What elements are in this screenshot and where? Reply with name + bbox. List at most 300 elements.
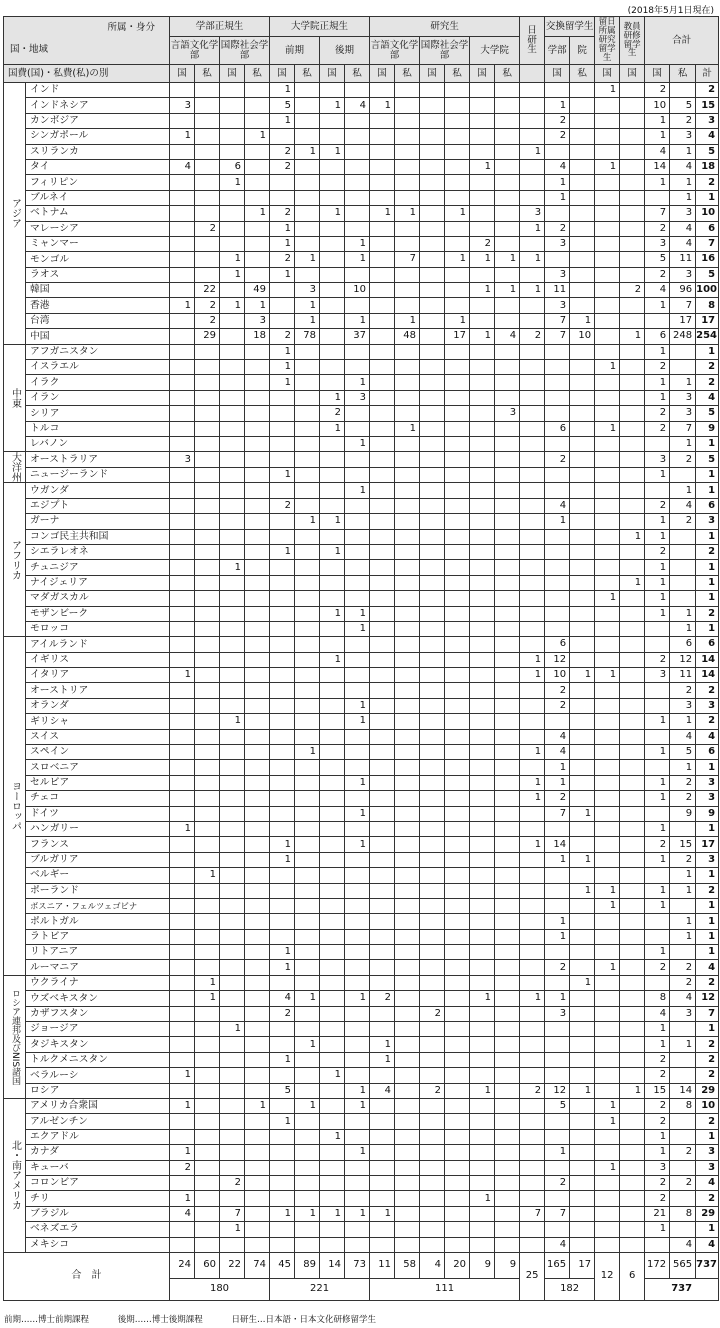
count-cell: 2: [645, 267, 670, 282]
count-cell: [645, 868, 670, 883]
count-cell: [395, 1175, 420, 1190]
count-cell: [570, 914, 595, 929]
count-cell: [495, 745, 520, 760]
count-cell: [170, 144, 195, 159]
count-cell: 4: [545, 729, 570, 744]
count-cell: [395, 637, 420, 652]
count-cell: [270, 683, 295, 698]
count-cell: [595, 298, 620, 313]
count-cell: [170, 467, 195, 483]
count-cell: [595, 975, 620, 990]
count-cell: [370, 683, 395, 698]
count-cell: [370, 1191, 395, 1206]
count-cell: 3: [670, 698, 696, 713]
count-cell: [470, 652, 495, 667]
country-name: メキシコ: [26, 1237, 170, 1252]
row-total: 16: [696, 252, 719, 267]
count-cell: [395, 283, 420, 298]
count-cell: [370, 129, 395, 144]
count-cell: [420, 575, 445, 590]
count-cell: [170, 83, 195, 98]
count-cell: [670, 1022, 696, 1037]
count-cell: [170, 1175, 195, 1190]
count-cell: [595, 236, 620, 251]
count-cell: 1: [595, 1099, 620, 1114]
count-cell: 1: [645, 467, 670, 483]
count-cell: [470, 190, 495, 205]
count-cell: 1: [570, 668, 595, 683]
count-cell: [220, 344, 245, 359]
count-cell: [595, 698, 620, 713]
count-cell: [495, 129, 520, 144]
row-total: 2: [696, 175, 719, 190]
count-cell: [570, 945, 595, 960]
count-cell: [345, 406, 370, 421]
count-cell: [420, 313, 445, 328]
count-cell: [245, 544, 270, 559]
count-cell: [295, 806, 320, 821]
count-cell: 1: [645, 791, 670, 806]
count-cell: [620, 868, 645, 883]
count-cell: [520, 514, 545, 529]
count-cell: [220, 898, 245, 913]
count-cell: [320, 729, 345, 744]
table-row: [4, 1160, 719, 1175]
count-cell: [495, 1022, 520, 1037]
subheader-cell: [520, 65, 545, 83]
count-cell: [545, 144, 570, 159]
count-cell: [270, 652, 295, 667]
count-cell: [270, 791, 295, 806]
count-cell: [470, 606, 495, 621]
count-cell: [245, 1222, 270, 1237]
count-cell: [370, 1160, 395, 1175]
count-cell: [420, 1175, 445, 1190]
count-cell: [420, 621, 445, 636]
count-cell: [295, 821, 320, 836]
count-cell: [595, 221, 620, 236]
count-cell: [395, 945, 420, 960]
count-cell: [295, 1068, 320, 1083]
count-cell: [245, 760, 270, 775]
count-cell: [570, 1022, 595, 1037]
count-cell: [195, 406, 220, 421]
table-row: [4, 406, 719, 421]
count-cell: [220, 852, 245, 867]
count-cell: [570, 236, 595, 251]
count-cell: [320, 698, 345, 713]
count-cell: [595, 575, 620, 590]
count-cell: [345, 575, 370, 590]
count-cell: [320, 683, 345, 698]
total-cell: 60: [195, 1252, 220, 1278]
count-cell: [195, 929, 220, 944]
count-cell: [395, 991, 420, 1006]
count-cell: 1: [270, 267, 295, 282]
count-cell: [220, 144, 245, 159]
count-cell: [345, 1222, 370, 1237]
count-cell: 1: [520, 745, 545, 760]
count-cell: 1: [370, 1206, 395, 1221]
count-cell: [370, 283, 395, 298]
table-row: [4, 144, 719, 159]
table-row: [4, 668, 719, 683]
count-cell: [395, 298, 420, 313]
count-cell: [270, 698, 295, 713]
count-cell: [370, 1145, 395, 1160]
count-cell: [395, 144, 420, 159]
count-cell: [220, 1068, 245, 1083]
count-cell: [220, 760, 245, 775]
count-cell: [320, 991, 345, 1006]
count-cell: 4: [670, 1237, 696, 1252]
count-cell: [620, 591, 645, 606]
count-cell: 2: [195, 313, 220, 328]
subheader-cell: 国: [320, 65, 345, 83]
count-cell: 2: [545, 698, 570, 713]
count-cell: [220, 1191, 245, 1206]
count-cell: [195, 745, 220, 760]
count-cell: [320, 1175, 345, 1190]
row-total: 1: [696, 898, 719, 913]
count-cell: [520, 606, 545, 621]
count-cell: [470, 837, 495, 852]
subheader-cell: 私: [570, 65, 595, 83]
count-cell: [620, 1160, 645, 1175]
count-cell: [295, 467, 320, 483]
count-cell: [195, 421, 220, 436]
count-cell: [245, 1237, 270, 1252]
count-cell: [395, 729, 420, 744]
count-cell: [395, 714, 420, 729]
country-name: ガーナ: [26, 514, 170, 529]
count-cell: [570, 991, 595, 1006]
count-cell: [470, 914, 495, 929]
count-cell: 2: [195, 221, 220, 236]
count-cell: [320, 298, 345, 313]
count-cell: [520, 498, 545, 513]
row-total: 2: [696, 1052, 719, 1067]
count-cell: [345, 560, 370, 575]
total-cell: 165: [545, 1252, 570, 1278]
count-cell: [345, 360, 370, 375]
country-name: イラク: [26, 375, 170, 390]
count-cell: 1: [320, 1129, 345, 1144]
count-cell: [570, 698, 595, 713]
count-cell: [495, 898, 520, 913]
count-cell: [420, 360, 445, 375]
table-row: [4, 591, 719, 606]
count-cell: [570, 575, 595, 590]
count-cell: [245, 837, 270, 852]
table-row: [4, 683, 719, 698]
count-cell: [170, 1237, 195, 1252]
count-cell: [320, 591, 345, 606]
count-cell: [620, 929, 645, 944]
count-cell: [220, 575, 245, 590]
count-cell: [270, 914, 295, 929]
count-cell: [445, 98, 470, 113]
count-cell: [295, 1160, 320, 1175]
count-cell: 1: [595, 83, 620, 98]
count-cell: [370, 1129, 395, 1144]
table-row: [4, 1175, 719, 1190]
count-cell: [220, 390, 245, 405]
count-cell: [170, 1129, 195, 1144]
count-cell: [420, 852, 445, 867]
count-cell: 11: [545, 283, 570, 298]
count-cell: [320, 1237, 345, 1252]
count-cell: [295, 113, 320, 128]
count-cell: [545, 975, 570, 990]
count-cell: 1: [570, 1083, 595, 1098]
count-cell: 1: [470, 329, 495, 344]
count-cell: 1: [570, 975, 595, 990]
row-total: 7: [696, 1006, 719, 1021]
count-cell: [545, 375, 570, 390]
count-cell: [470, 668, 495, 683]
count-cell: [170, 236, 195, 251]
count-cell: 96: [670, 283, 696, 298]
count-cell: 1: [320, 1206, 345, 1221]
row-total: 1: [696, 483, 719, 498]
count-cell: [170, 914, 195, 929]
count-cell: [220, 821, 245, 836]
count-cell: [320, 775, 345, 790]
table-row: [4, 159, 719, 174]
count-cell: 1: [320, 652, 345, 667]
count-cell: [170, 791, 195, 806]
count-cell: [570, 1068, 595, 1083]
count-cell: [370, 806, 395, 821]
table-row: [4, 898, 719, 913]
count-cell: [245, 175, 270, 190]
row-total: 254: [696, 329, 719, 344]
count-cell: [570, 775, 595, 790]
subheader-cell: 計: [696, 65, 719, 83]
count-cell: [245, 960, 270, 975]
count-cell: [620, 1129, 645, 1144]
table-row: [4, 698, 719, 713]
total-cell: 14: [320, 1252, 345, 1278]
count-cell: 2: [645, 1068, 670, 1083]
country-name: オランダ: [26, 698, 170, 713]
count-cell: [370, 668, 395, 683]
count-cell: [220, 775, 245, 790]
rs-sub3: 大学院: [470, 37, 520, 65]
count-cell: 1: [595, 1160, 620, 1175]
count-cell: [270, 760, 295, 775]
country-name: ブラジル: [26, 1206, 170, 1221]
count-cell: 1: [495, 283, 520, 298]
count-cell: [370, 837, 395, 852]
table-row: [4, 129, 719, 144]
count-cell: [495, 883, 520, 898]
count-cell: [395, 760, 420, 775]
subheader-cell: 国: [545, 65, 570, 83]
count-cell: [495, 83, 520, 98]
table-row: [4, 267, 719, 282]
count-cell: 1: [345, 236, 370, 251]
count-cell: [445, 159, 470, 174]
count-cell: [345, 175, 370, 190]
count-cell: [545, 591, 570, 606]
count-cell: 1: [220, 1022, 245, 1037]
count-cell: [270, 729, 295, 744]
count-cell: 1: [170, 298, 195, 313]
count-cell: [570, 745, 595, 760]
count-cell: [195, 1083, 220, 1098]
row-total: 2: [696, 544, 719, 559]
total-header: 合計: [645, 17, 719, 65]
count-cell: 4: [545, 159, 570, 174]
count-cell: [320, 745, 345, 760]
count-cell: [320, 175, 345, 190]
count-cell: [270, 621, 295, 636]
count-cell: [495, 837, 520, 852]
count-cell: [520, 868, 545, 883]
count-cell: [570, 344, 595, 359]
count-cell: [445, 837, 470, 852]
count-cell: [595, 652, 620, 667]
region-name: ヨーロッパ: [9, 781, 21, 832]
count-cell: [445, 406, 470, 421]
count-cell: 1: [670, 190, 696, 205]
count-cell: [395, 436, 420, 451]
count-cell: [495, 436, 520, 451]
count-cell: [645, 1237, 670, 1252]
count-cell: [320, 452, 345, 468]
count-cell: [345, 945, 370, 960]
count-cell: [320, 267, 345, 282]
count-cell: [620, 945, 645, 960]
count-cell: [270, 1175, 295, 1190]
table-row: [4, 760, 719, 775]
country-name: ウズベキスタン: [26, 991, 170, 1006]
count-cell: [420, 1191, 445, 1206]
count-cell: [370, 1175, 395, 1190]
count-cell: [470, 436, 495, 451]
count-cell: [570, 390, 595, 405]
count-cell: [495, 652, 520, 667]
count-cell: 2: [645, 1175, 670, 1190]
count-cell: [420, 868, 445, 883]
count-cell: 4: [670, 159, 696, 174]
count-cell: [620, 129, 645, 144]
count-cell: [195, 591, 220, 606]
count-cell: 1: [570, 313, 595, 328]
table-row: [4, 83, 719, 98]
count-cell: [495, 498, 520, 513]
count-cell: [445, 914, 470, 929]
count-cell: [570, 1145, 595, 1160]
count-cell: 8: [670, 1206, 696, 1221]
count-cell: [320, 467, 345, 483]
count-cell: [470, 1052, 495, 1067]
count-cell: [570, 1222, 595, 1237]
count-cell: 1: [645, 898, 670, 913]
count-cell: [220, 1114, 245, 1129]
count-cell: [520, 575, 545, 590]
count-cell: 1: [345, 436, 370, 451]
count-cell: [545, 1160, 570, 1175]
row-total: 2: [696, 1068, 719, 1083]
count-cell: [495, 1099, 520, 1114]
count-cell: [420, 190, 445, 205]
count-cell: [420, 283, 445, 298]
count-cell: [570, 837, 595, 852]
count-cell: [570, 898, 595, 913]
count-cell: [345, 144, 370, 159]
row-total: 3: [696, 514, 719, 529]
count-cell: 1: [645, 1022, 670, 1037]
count-cell: 2: [645, 83, 670, 98]
count-cell: [320, 760, 345, 775]
count-cell: 1: [645, 375, 670, 390]
count-cell: [570, 529, 595, 544]
country-name: イスラエル: [26, 360, 170, 375]
count-cell: [545, 360, 570, 375]
count-cell: [445, 560, 470, 575]
count-cell: [495, 991, 520, 1006]
count-cell: [270, 637, 295, 652]
count-cell: [495, 560, 520, 575]
count-cell: [295, 945, 320, 960]
count-cell: [545, 467, 570, 483]
count-cell: [320, 483, 345, 498]
count-cell: 1: [670, 1037, 696, 1052]
count-cell: [595, 406, 620, 421]
count-cell: [395, 1114, 420, 1129]
count-cell: 1: [170, 1191, 195, 1206]
count-cell: 18: [245, 329, 270, 344]
count-cell: [545, 868, 570, 883]
count-cell: [170, 806, 195, 821]
count-cell: [495, 806, 520, 821]
count-cell: [445, 1022, 470, 1037]
count-cell: [570, 190, 595, 205]
count-cell: [570, 560, 595, 575]
count-cell: [445, 498, 470, 513]
count-cell: [520, 1160, 545, 1175]
count-cell: [220, 283, 245, 298]
count-cell: [170, 1037, 195, 1052]
count-cell: [570, 1129, 595, 1144]
count-cell: [595, 1191, 620, 1206]
count-cell: [220, 683, 245, 698]
count-cell: [370, 113, 395, 128]
count-cell: [170, 267, 195, 282]
count-cell: 1: [545, 991, 570, 1006]
table-row: [4, 1145, 719, 1160]
count-cell: [170, 283, 195, 298]
count-cell: 1: [670, 175, 696, 190]
count-cell: 1: [320, 144, 345, 159]
count-cell: [220, 514, 245, 529]
count-cell: [670, 945, 696, 960]
count-cell: [395, 129, 420, 144]
table-row: [4, 1222, 719, 1237]
table-row: [4, 1099, 719, 1114]
count-cell: [570, 175, 595, 190]
count-cell: [445, 852, 470, 867]
count-cell: [370, 729, 395, 744]
count-cell: [520, 313, 545, 328]
count-cell: [345, 1006, 370, 1021]
count-cell: [270, 575, 295, 590]
count-cell: 7: [645, 206, 670, 221]
count-cell: [170, 606, 195, 621]
